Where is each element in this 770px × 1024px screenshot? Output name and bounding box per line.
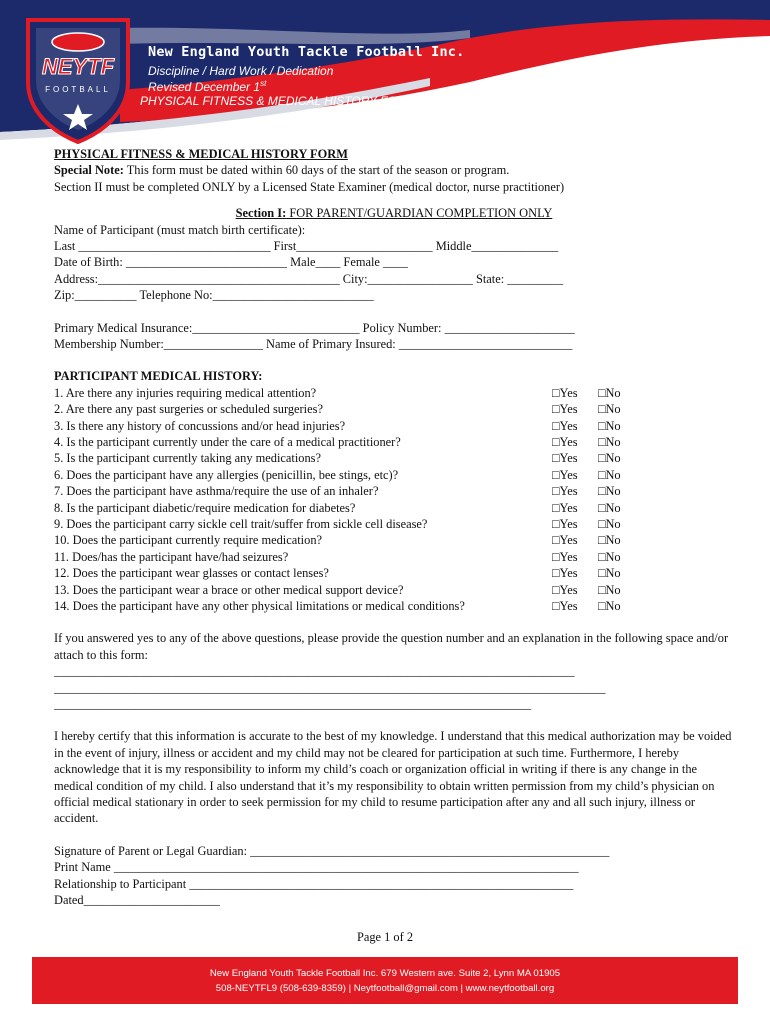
no-checkbox[interactable]: □No	[598, 385, 621, 400]
org-name: New England Youth Tackle Football Inc.	[148, 44, 465, 60]
special-note	[54, 162, 734, 178]
section1-text: FOR PARENT/GUARDIAN COMPLETION ONLY	[286, 206, 553, 221]
question-row	[54, 483, 734, 499]
yes-checkbox[interactable]: □Yes	[552, 500, 578, 515]
question-row	[54, 385, 734, 401]
footer-address: New England Youth Tackle Football Inc. 679 Western ave. Suite 2, Lynn MA 01905	[209, 968, 561, 979]
footer-bar	[32, 957, 738, 1004]
explanation-line-1[interactable]: ____________________________________________________________________________________	[54, 664, 575, 679]
no-checkbox[interactable]: □No	[598, 598, 621, 613]
signature-field[interactable]: Signature of Parent or Legal Guardian: __________________________________________________________	[54, 843, 610, 858]
yes-checkbox[interactable]: □Yes	[552, 435, 578, 450]
no-checkbox[interactable]: □No	[598, 451, 621, 466]
svg-text:FOOTBALL: FOOTBALL	[45, 85, 111, 94]
section1-label: Section I:	[235, 206, 287, 221]
question-row	[54, 565, 734, 581]
question-text: 14. Does the participant have any other physical limitations or medical conditions?	[54, 598, 465, 613]
question-text: 13. Does the participant wear a brace or other medical support device?	[54, 582, 404, 597]
question-text: 11. Does/has the participant have/had seizures?	[54, 549, 289, 564]
question-text: 2. Are there any past surgeries or scheduled surgeries?	[54, 402, 323, 417]
question-text: 3. Is there any history of concussions and/or head injuries?	[54, 418, 346, 433]
revised-sup: st	[260, 79, 267, 88]
yes-checkbox[interactable]: □Yes	[552, 402, 578, 417]
no-checkbox[interactable]: □No	[598, 435, 621, 450]
question-text: 1. Are there any injuries requiring medical attention?	[54, 385, 317, 400]
question-row	[54, 467, 734, 483]
yes-checkbox[interactable]: □Yes	[552, 533, 578, 548]
svg-text:NEYTF: NEYTF	[41, 54, 115, 79]
question-row	[54, 516, 734, 532]
no-checkbox[interactable]: □No	[598, 467, 621, 482]
question-text: 5. Is the participant currently taking any medications?	[54, 451, 321, 466]
yes-checkbox[interactable]: □Yes	[552, 451, 578, 466]
certification-paragraph: I hereby certify that this information is accurate to the best of my knowledge. I understand that this medical authorization may be voided in the event of injury, illness or accident and my child may not be cleared for participation at such time. Furthermore, I hereby acknowledge that it is my responsibility to inform my child’s coach or organization official in writing if there is any change in the medical condition of my child. I also understand that it’s my responsibility to obtain written permission from my child’s physician on official medical stationary in order to seek permission for my child to resume participation after any and all such injury, illness or accident.	[54, 729, 732, 826]
yes-checkbox[interactable]: □Yes	[552, 418, 578, 433]
question-text: 7. Does the participant have asthma/require the use of an inhaler?	[54, 484, 379, 499]
no-checkbox[interactable]: □No	[598, 533, 621, 548]
question-row	[54, 532, 734, 548]
medical-history-questions	[54, 385, 734, 614]
question-text: 8. Is the participant diabetic/require medication for diabetes?	[54, 500, 356, 515]
zip-phone-field[interactable]: Zip:__________ Telephone No:__________________________	[54, 288, 374, 303]
question-row	[54, 401, 734, 417]
no-checkbox[interactable]: □No	[598, 484, 621, 499]
question-text: 9. Does the participant carry sickle cell trait/suffer from sickle cell disease?	[54, 517, 428, 531]
question-row	[54, 549, 734, 565]
explanation-line-3[interactable]: _____________________________________________________________________________	[54, 696, 532, 711]
question-row	[54, 582, 734, 598]
form-title: PHYSICAL FITNESS & MEDICAL HISTORY FORM	[54, 147, 348, 161]
neytf-logo	[18, 12, 138, 144]
yes-checkbox[interactable]: □Yes	[552, 385, 578, 400]
revised-date	[148, 79, 266, 94]
question-text: 12. Does the participant wear glasses or contact lenses?	[54, 566, 329, 581]
relationship-field[interactable]: Relationship to Participant ______________________________________________________________	[54, 876, 574, 891]
page-number: Page 1 of 2	[356, 930, 414, 944]
question-row	[54, 500, 734, 516]
yes-checkbox[interactable]: □Yes	[552, 484, 578, 499]
section2-note: Section II must be completed ONLY by a Licensed State Examiner (medical doctor, nurse practitioner)	[54, 179, 565, 194]
tagline: Discipline / Hard Work / Dedication	[148, 64, 334, 78]
explanation-line-2[interactable]: _________________________________________________________________________________________	[54, 680, 606, 695]
name-field[interactable]: Last _______________________________ First______________________ Middle______________	[54, 239, 559, 254]
yes-checkbox[interactable]: □Yes	[552, 467, 578, 482]
no-checkbox[interactable]: □No	[598, 402, 621, 417]
question-row	[54, 450, 734, 466]
address-field[interactable]: Address:_______________________________________ City:_________________ State: _________	[54, 271, 564, 286]
yes-checkbox[interactable]: □Yes	[552, 566, 578, 581]
dob-gender-field[interactable]: Date of Birth: __________________________ Male____ Female ____	[54, 255, 408, 270]
question-row	[54, 418, 734, 434]
no-checkbox[interactable]: □No	[598, 566, 621, 581]
form-body	[54, 146, 734, 908]
revised-text: Revised December 1	[148, 80, 261, 94]
special-note-label: Special Note:	[54, 163, 124, 178]
yes-checkbox[interactable]: □Yes	[552, 549, 578, 564]
question-row	[54, 434, 734, 450]
section1-heading	[54, 205, 734, 221]
explain-instructions: If you answered yes to any of the above questions, please provide the question number and an explanation in the following space and/or attach to this form:	[54, 631, 729, 662]
question-text: 4. Is the participant currently under the care of a medical practitioner?	[54, 435, 401, 450]
no-checkbox[interactable]: □No	[598, 517, 621, 531]
dated-field[interactable]: Dated______________________	[54, 893, 220, 908]
yes-checkbox[interactable]: □Yes	[552, 582, 578, 597]
yes-checkbox[interactable]: □Yes	[552, 517, 578, 531]
question-row	[54, 598, 734, 614]
no-checkbox[interactable]: □No	[598, 549, 621, 564]
question-text: 6. Does the participant have any allergies (penicillin, bee stings, etc)?	[54, 467, 399, 482]
header-form-title: PHYSICAL FITNESS & MEDICAL HISTORY FORM Pg 1 of 2	[140, 94, 467, 108]
footer-contact: 508-NEYTFL9 (508-639-8359) | Neytfootball@gmail.com | www.neytfootball.org	[215, 983, 555, 994]
special-note-text: This form must be dated within 60 days of the start of the season or program.	[123, 163, 510, 178]
membership-field[interactable]: Membership Number:________________ Name of Primary Insured: ____________________________	[54, 337, 573, 352]
participant-name-label: Name of Participant (must match birth certificate):	[54, 222, 306, 237]
no-checkbox[interactable]: □No	[598, 582, 621, 597]
no-checkbox[interactable]: □No	[598, 418, 621, 433]
print-name-field[interactable]: Print Name ___________________________________________________________________________	[54, 860, 579, 875]
no-checkbox[interactable]: □No	[598, 500, 621, 515]
insurance-field[interactable]: Primary Medical Insurance:___________________________ Policy Number: _____________________	[54, 320, 575, 335]
medical-history-heading: PARTICIPANT MEDICAL HISTORY:	[54, 369, 263, 384]
question-text: 10. Does the participant currently require medication?	[54, 533, 323, 548]
yes-checkbox[interactable]: □Yes	[552, 598, 578, 613]
